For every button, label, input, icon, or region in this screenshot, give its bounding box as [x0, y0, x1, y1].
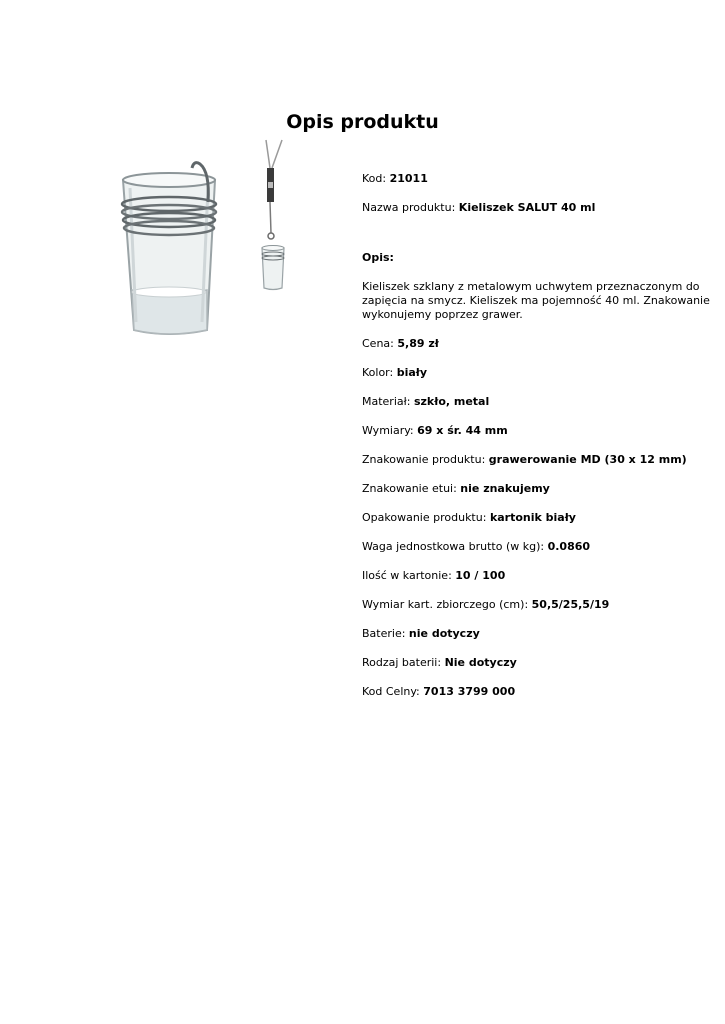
- field-label: Waga jednostkowa brutto (w kg):: [362, 540, 548, 553]
- product-image-lanyard: [258, 138, 306, 298]
- field-value: grawerowanie MD (30 x 12 mm): [488, 453, 687, 466]
- field-znakowanie-produktu: [362, 453, 712, 467]
- field-kolor: [362, 366, 712, 380]
- field-opakowanie: [362, 511, 712, 525]
- field-value: biały: [396, 366, 428, 379]
- field-value: 5,89 zł: [397, 337, 439, 350]
- field-value: 10 / 100: [455, 569, 506, 582]
- field-label: Kolor:: [362, 366, 397, 379]
- field-material: [362, 395, 712, 409]
- field-wymiar-kartonu: [362, 598, 712, 612]
- field-value: 69 x śr. 44 mm: [417, 424, 508, 437]
- product-image-main: [68, 142, 233, 347]
- field-baterie: [362, 627, 712, 641]
- field-label: Wymiar kart. zbiorczego (cm):: [362, 598, 532, 611]
- field-ilosc: [362, 569, 712, 583]
- description-text: Kieliszek szklany z metalowym uchwytem przeznaczonym do zapięcia na smycz. Kieliszek ma pojemność 40 ml. Znakowanie wykonujemy poprzez grawer.: [362, 280, 710, 321]
- field-value: Kieliszek SALUT 40 ml: [458, 201, 596, 214]
- field-label: Kod Celny:: [362, 685, 424, 698]
- field-label: Kod:: [362, 172, 390, 185]
- field-wymiary: [362, 424, 712, 438]
- field-label: Opakowanie produktu:: [362, 511, 490, 524]
- field-label: Cena:: [362, 337, 398, 350]
- field-kod-celny: [362, 685, 712, 699]
- field-value: kartonik biały: [489, 511, 576, 524]
- shot-glass-with-wire-holder-icon: [122, 163, 216, 334]
- field-value: 21011: [389, 172, 428, 185]
- description-heading: Opis:: [362, 251, 394, 264]
- field-cena: [362, 337, 712, 351]
- field-value: szkło, metal: [413, 395, 490, 408]
- field-kod: [362, 172, 712, 186]
- field-label: Wymiary:: [362, 424, 418, 437]
- field-rodzaj-baterii: [362, 656, 712, 670]
- field-label: Materiał:: [362, 395, 414, 408]
- field-value: nie dotyczy: [408, 627, 480, 640]
- field-waga: [362, 540, 712, 554]
- field-value: 50,5/25,5/19: [531, 598, 610, 611]
- field-label: Rodzaj baterii:: [362, 656, 445, 669]
- field-value: Nie dotyczy: [444, 656, 517, 669]
- field-label: Nazwa produktu:: [362, 201, 459, 214]
- field-znakowanie-etui: [362, 482, 712, 496]
- product-details: [362, 172, 712, 714]
- field-value: 0.0860: [547, 540, 591, 553]
- page-title: Opis produktu: [286, 111, 439, 133]
- field-label: Baterie:: [362, 627, 409, 640]
- shot-glass-on-lanyard-icon: [262, 140, 284, 290]
- field-nazwa: [362, 201, 712, 215]
- field-value: nie znakujemy: [460, 482, 550, 495]
- field-value: 7013 3799 000: [423, 685, 516, 698]
- field-label: Znakowanie produktu:: [362, 453, 489, 466]
- field-label: Ilość w kartonie:: [362, 569, 456, 582]
- field-label: Znakowanie etui:: [362, 482, 461, 495]
